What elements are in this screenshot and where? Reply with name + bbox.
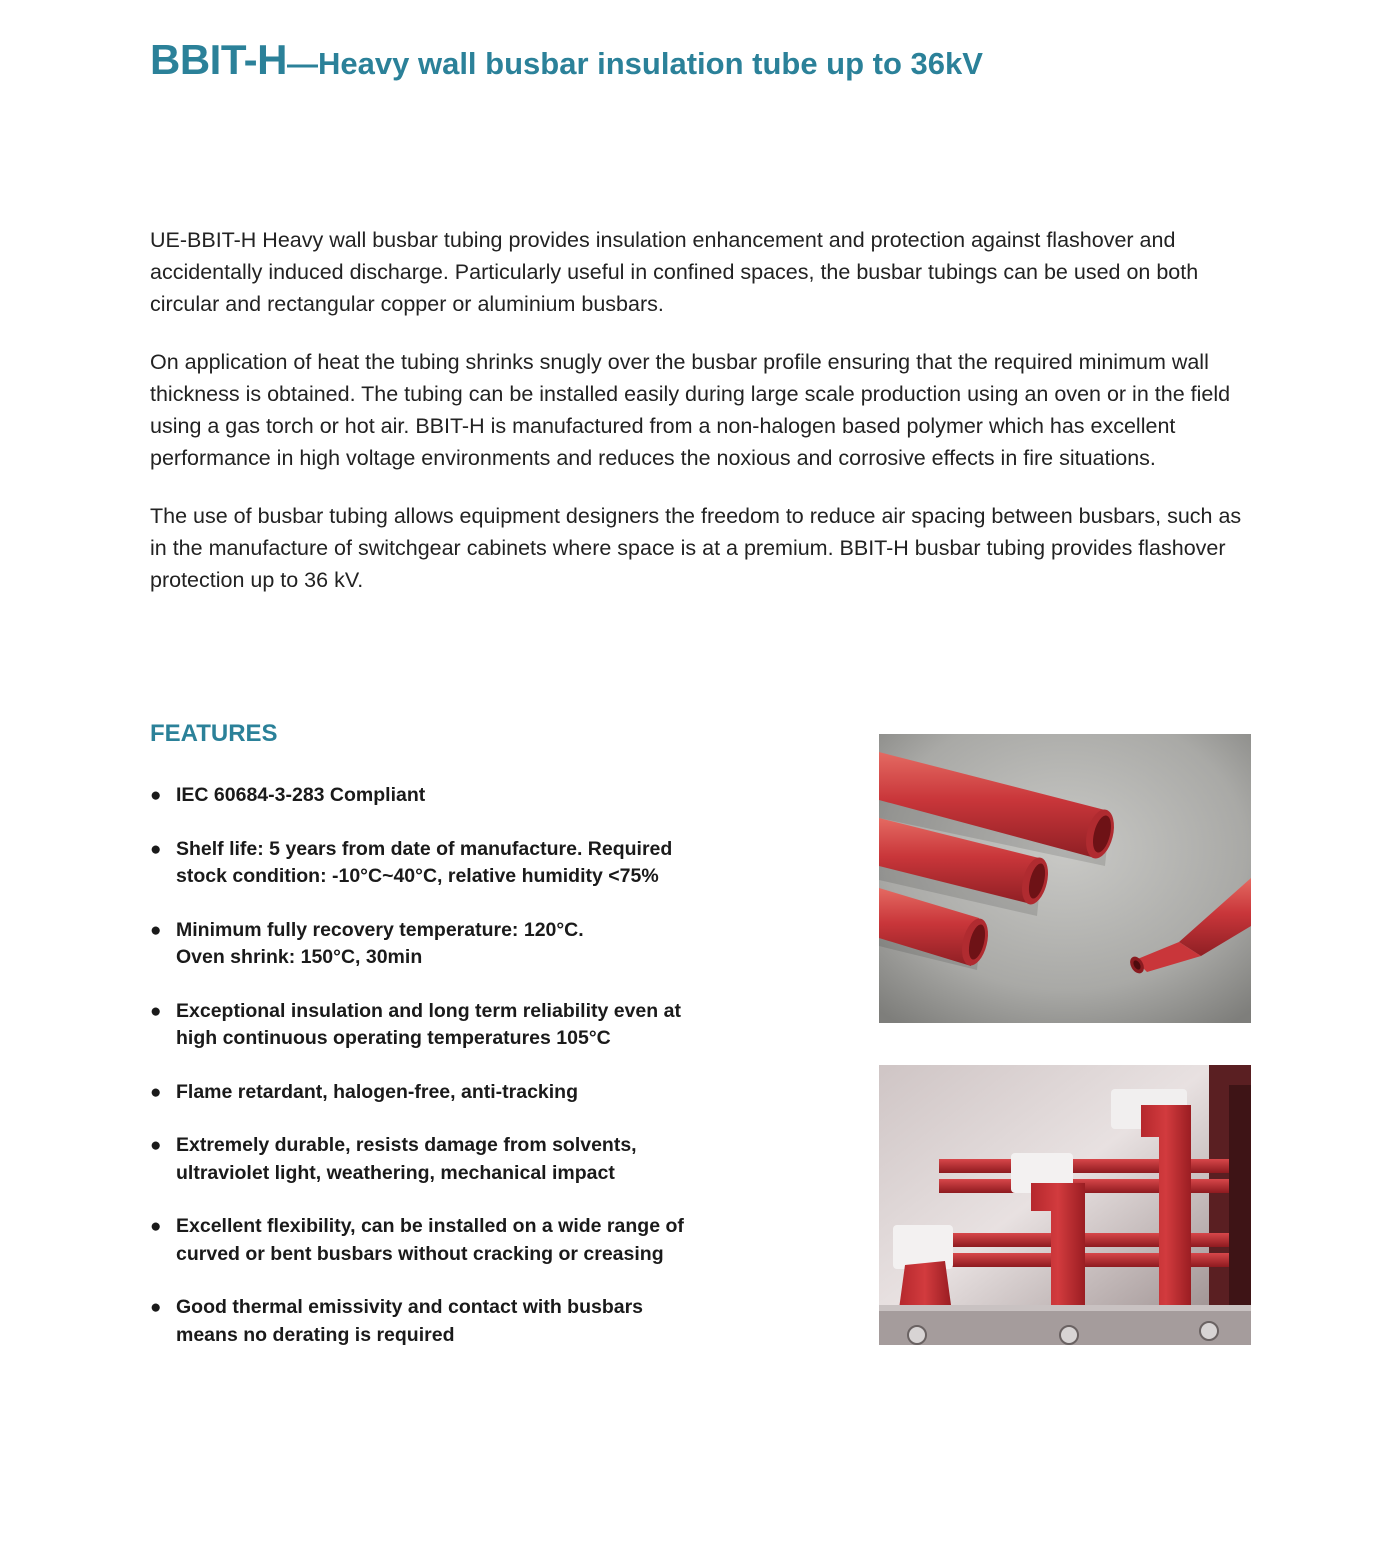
- feature-item: [150, 1079, 750, 1107]
- product-name: BBIT-H: [150, 36, 287, 83]
- bullet-icon: ●: [150, 919, 162, 941]
- feature-item: [150, 1213, 750, 1268]
- title-subtitle: —Heavy wall busbar insulation tube up to 36kV: [287, 46, 983, 81]
- intro-section: [150, 224, 1260, 622]
- intro-paragraph-1: UE-BBIT-H Heavy wall busbar tubing provides insulation enhancement and protection against flashover and accidentally induced discharge. Particularly useful in confined spaces, the busbar tubings can be used on both circular and rectangular copper or aluminium busbars.: [150, 228, 1199, 316]
- feature-item: [150, 998, 750, 1053]
- bullet-icon: ●: [150, 1081, 162, 1103]
- feature-line: ultraviolet light, weathering, mechanical impact: [176, 1161, 615, 1184]
- feature-line: Minimum fully recovery temperature: 120°C.: [176, 918, 584, 941]
- feature-item: [150, 1132, 750, 1187]
- feature-line: Good thermal emissivity and contact with busbars: [176, 1296, 644, 1318]
- bullet-icon: ●: [150, 838, 162, 860]
- feature-line: means no derating is required: [176, 1323, 455, 1346]
- bullet-icon: ●: [150, 1000, 162, 1022]
- feature-item: [150, 836, 750, 891]
- bullet-icon: ●: [150, 785, 162, 806]
- features-list: [150, 782, 750, 1375]
- bullet-icon: ●: [150, 1216, 162, 1237]
- feature-line: Exceptional insulation and long term reliability even at: [176, 999, 681, 1022]
- bullet-icon: ●: [150, 1135, 162, 1156]
- tubes-photo: [879, 734, 1251, 1023]
- feature-line: curved or bent busbars without cracking or creasing: [176, 1242, 664, 1265]
- intro-paragraph-3: The use of busbar tubing allows equipment designers the freedom to reduce air spacing between busbars, such as in the manufacture of switchgear cabinets where space is at a premium. BBIT-H busbar tubing provides flashover protection up to 36 kV.: [150, 504, 1242, 592]
- feature-line: Shelf life: 5 years from date of manufacture. Required: [176, 837, 673, 860]
- feature-line: Oven shrink: 150°C, 30min: [176, 946, 423, 968]
- bullet-icon: ●: [150, 1297, 162, 1318]
- busbar-photo: [879, 1065, 1251, 1345]
- feature-item: [150, 1294, 750, 1349]
- page-title: [150, 36, 983, 84]
- feature-item: [150, 782, 750, 810]
- feature-line: Flame retardant, halogen-free, anti-tracking: [176, 1080, 579, 1103]
- feature-line: IEC 60684-3-283 Compliant: [176, 784, 426, 806]
- feature-item: [150, 917, 750, 972]
- feature-line: stock condition: -10°C~40°C, relative humidity <75%: [176, 865, 659, 887]
- feature-line: high continuous operating temperatures 105°C: [176, 1027, 611, 1049]
- features-heading: FEATURES: [150, 720, 278, 747]
- feature-line: Extremely durable, resists damage from solvents,: [176, 1134, 637, 1156]
- feature-line: Excellent flexibility, can be installed on a wide range of: [176, 1215, 684, 1237]
- intro-paragraph-2: On application of heat the tubing shrinks snugly over the busbar profile ensuring that the required minimum wall thickness is obtained. The tubing can be installed easily during large scale production using an oven or in the field using a gas torch or hot air. BBIT-H is manufactured from a non-halogen based polymer which has excellent performance in high voltage environments and reduces the noxious and corrosive effects in fire situations.: [150, 350, 1231, 470]
